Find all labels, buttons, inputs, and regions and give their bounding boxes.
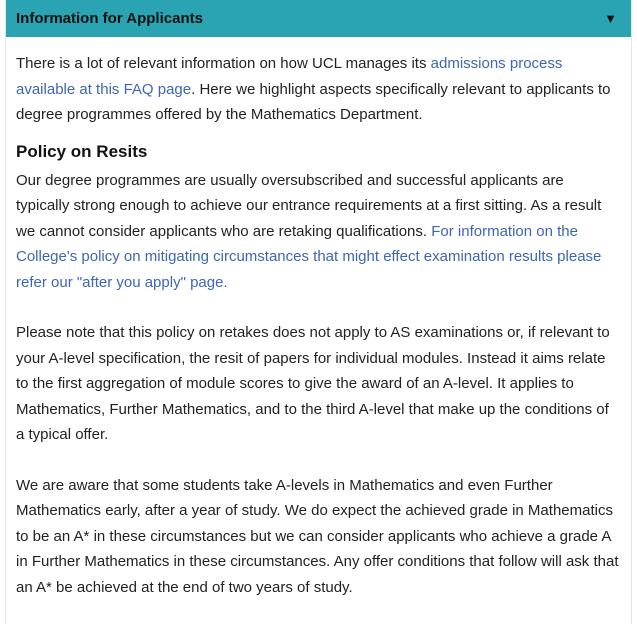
intro-paragraph [16,51,621,128]
resits-paragraph-2: Please note that this policy on retakes does not apply to AS examinations or, if relevant to your A-level specification, the resit of papers for individual modules. Instead it aims relate to the first aggregation of module scores to give the award of an A-level. It applies to Mathematics, Further Mathematics, and to the third A-level that make up the conditions of a typical offer. [16,324,610,443]
accordion-title: Information for Applicants [16,10,203,27]
resits-paragraph-1 [16,168,621,296]
accordion-header[interactable] [6,0,631,37]
policy-resits-heading: Policy on Resits [16,141,148,161]
resits-paragraph-3: We are aware that some students take A-levels in Mathematics and even Further Mathematics early, after a year of study. We do expect the achieved grade in Mathematics to be an A* in these circumstances but we can consider applicants who achieve a grade A in Further Mathematics in these circumstances. Any offer conditions that follow will ask that an A* be achieved at the end of two years of study. [16,476,619,596]
intro-text-start: There is a lot of relevant information on how UCL manages its [16,55,431,72]
mitigating-circumstances-link[interactable]: For information on the College's policy on mitigating circumstances that might effect examination results please refer our "after you apply" page. [16,222,602,291]
accordion-content [6,37,631,600]
intro-text-end: . Here we highlight aspects specifically relevant to applicants to degree programmes offered by the Mathematics Department. [16,80,611,123]
applicants-accordion [5,0,632,624]
chevron-down-icon[interactable]: ▼ [604,11,617,26]
resits-paragraph-1-text: Our degree programmes are usually oversubscribed and successful applicants are typically strong enough to achieve our entrance requirements at a first sitting. As a result we cannot consider applicants who are retaking qualifications. [16,171,602,240]
admissions-faq-link[interactable]: admissions process available at this FAQ page [16,55,563,98]
